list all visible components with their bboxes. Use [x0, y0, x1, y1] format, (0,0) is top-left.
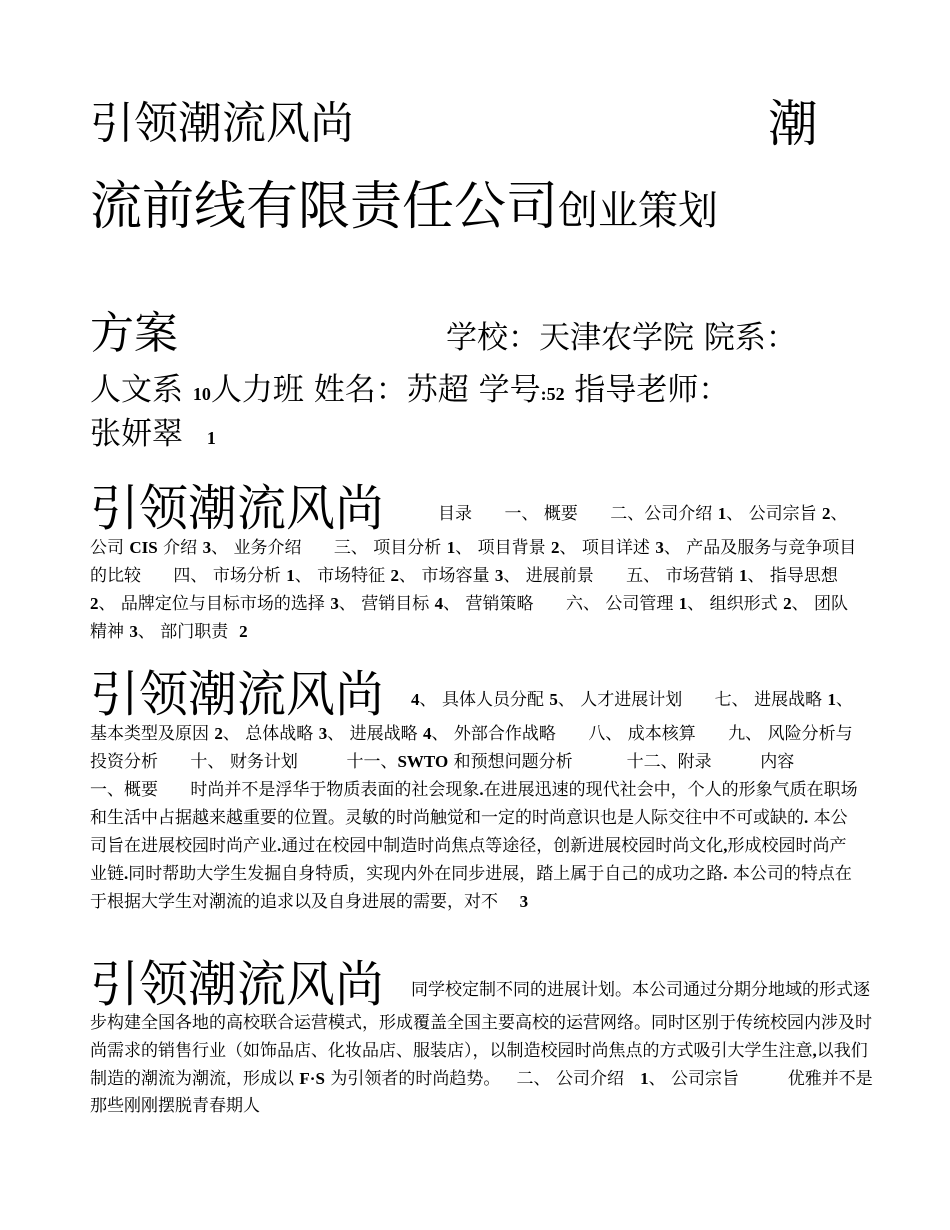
page-number: 1 [206, 428, 216, 448]
text-run: 、 市场容量 [399, 566, 495, 586]
text-run: 、 品牌定位与目标市场的选择 [98, 594, 331, 614]
text-run: 、 营销目标 [338, 594, 435, 614]
student-id: :52 [540, 384, 565, 404]
bold-run: 4 [434, 594, 444, 613]
text-run: 形成校园时尚产业链 [90, 836, 847, 884]
title-company-start: 潮 [768, 95, 818, 153]
text-run: 目录 一、 概要 二、公司介绍 [384, 504, 718, 524]
text-run: 以我们制造的潮流为潮流，形成以 [90, 1041, 868, 1089]
bold-run: . [277, 836, 282, 855]
advisor-label: 指导老师： [564, 372, 730, 408]
text-run: 、 产品及服务与竞争项目的比较 四、 市场分析 [90, 538, 857, 586]
bold-run: 3 [330, 594, 339, 613]
title-line-2 [90, 172, 860, 246]
text-run: 、 项目详述 [559, 538, 656, 558]
text-run: 、 项目背景 [455, 538, 552, 558]
text-run: 本公司的特点在于根据大学生对潮流的追求以及自身进展的需要，对不 [90, 864, 852, 912]
bold-run: . [804, 808, 809, 827]
text-run: 、 组织形式 [687, 594, 784, 614]
body-section-3 [90, 956, 875, 1120]
bold-run: 3 [519, 892, 529, 911]
bold-run: , [723, 836, 728, 855]
bold-run: F·S [299, 1069, 325, 1088]
text-run: 和预想问题分析 十二、附录 内容 一、概要 时尚并不是浮华于物质表面的社会现象 [90, 752, 827, 800]
section-body [90, 690, 858, 912]
bold-run: SWTO [397, 752, 449, 771]
title-line-1 [90, 92, 860, 156]
title-slogan: 引领潮流风尚 [90, 98, 354, 149]
bold-run: . [124, 864, 129, 883]
text-run: 、 部门职责 [137, 622, 240, 642]
bold-run: 1 [717, 504, 727, 523]
name-and-id-label: 人力班 姓名：苏超 学号 [210, 372, 541, 408]
bold-run: , [812, 1041, 817, 1060]
title-plan-end: 方案 [90, 308, 178, 359]
text-run: 本公司旨在进展校园时尚产业 [90, 808, 848, 856]
text-run: 、 指导思想 [747, 566, 844, 586]
bold-run: 4 [411, 690, 420, 709]
section-heading: 引领潮流风尚 [90, 480, 385, 537]
text-run: 、 市场特征 [294, 566, 391, 586]
bold-run: 1 [640, 1069, 649, 1088]
title-plan-label: 创业策划 [558, 188, 719, 234]
bold-run: . [723, 864, 728, 883]
text-run: 、 公司宗旨 [726, 504, 823, 524]
text-run: 、 人才进展计划 七、 进展战略 [557, 690, 828, 710]
text-run: 、 团队精神 [90, 594, 848, 642]
advisor-name: 张妍翠 [90, 416, 183, 452]
bold-run: 2 [822, 504, 831, 523]
bold-run: 5 [549, 690, 558, 709]
bold-run: 2 [551, 538, 560, 557]
bold-run: 2 [214, 724, 223, 743]
text-run: 、 具体人员分配 [419, 690, 550, 710]
bold-run: 1 [286, 566, 295, 585]
toc-section-2 [90, 666, 860, 916]
bold-run: 1 [678, 594, 688, 613]
bold-run: 4 [423, 724, 432, 743]
title-line-3 [90, 304, 860, 368]
bold-run: 2 [90, 594, 99, 613]
toc-section-1 [90, 480, 860, 646]
bold-run: 3 [494, 566, 504, 585]
text-run: 、 公司宗旨 优雅并不是那些刚刚摆脱青春期人 [90, 1069, 873, 1116]
section-heading: 引领潮流风尚 [90, 666, 385, 723]
bold-run: 2 [390, 566, 400, 585]
bold-run: 1 [827, 690, 836, 709]
text-run: 为引领者的时尚趋势。 二、 公司介绍 [324, 1069, 641, 1089]
text-run: 、 外部合作战略 八、 成本核算 九、 风险分析与投资分析 十、 财务计划 十一、 [90, 724, 853, 772]
department-label: 人文系 [90, 372, 193, 408]
author-info [90, 370, 860, 458]
text-run: 、 基本类型及原因 [90, 690, 859, 744]
text-run: 、 营销策略 六、 公司管理 [443, 594, 679, 614]
text-run: 在进展迅速的现代社会中，个人的形象气质在职场和生活中占据越来越重要的位置。灵敏的时尚触觉和一定的时尚意识也是人际交往中不可或缺的 [90, 780, 858, 828]
school-info: 学校：天津农学院 院系： [446, 320, 797, 356]
bold-run: 3 [202, 538, 212, 557]
text-run: 、 业务介绍 三、 项目分析 [211, 538, 447, 558]
text-run: 、 总体战略 [222, 724, 319, 744]
class-number: 10 [192, 384, 211, 404]
bold-run: 1 [739, 566, 748, 585]
bold-run: 2 [783, 594, 792, 613]
bold-run: CIS [129, 538, 158, 557]
bold-run: . [479, 780, 484, 799]
text-run: 同学校定制不同的进展计划。本公司通过分期分地域的形式逐步构建全国各地的高校联合运营模式，形成覆盖全国主要高校的运营网络。同时区别于传统校园内涉及时尚需求的销售行业（如饰品店、化妆品店、服装店），以制造校园时尚焦点的方式吸引大学生注意 [90, 980, 872, 1061]
bold-run: 3 [655, 538, 664, 557]
text-run: 同时帮助大学生发掘自身特质，实现内外在同步进展，踏上属于自己的成功之路 [128, 864, 724, 884]
section-heading: 引领潮流风尚 [90, 956, 385, 1013]
title-company-name: 流前线有限责任公司 [90, 177, 559, 237]
bold-run: 2 [239, 622, 248, 641]
text-run: 通过在校园中制造时尚焦点等途径，创新进展校园时尚文化 [281, 836, 724, 856]
bold-run: 3 [129, 622, 138, 641]
text-run [384, 690, 411, 710]
text-run: 、 公司 [90, 504, 853, 558]
bold-run: 3 [318, 724, 328, 743]
text-run: 、 进展战略 [327, 724, 424, 744]
text-run: 介绍 [157, 538, 203, 558]
bold-run: 1 [446, 538, 456, 557]
text-run: 、 进展前景 五、 市场营销 [503, 566, 739, 586]
